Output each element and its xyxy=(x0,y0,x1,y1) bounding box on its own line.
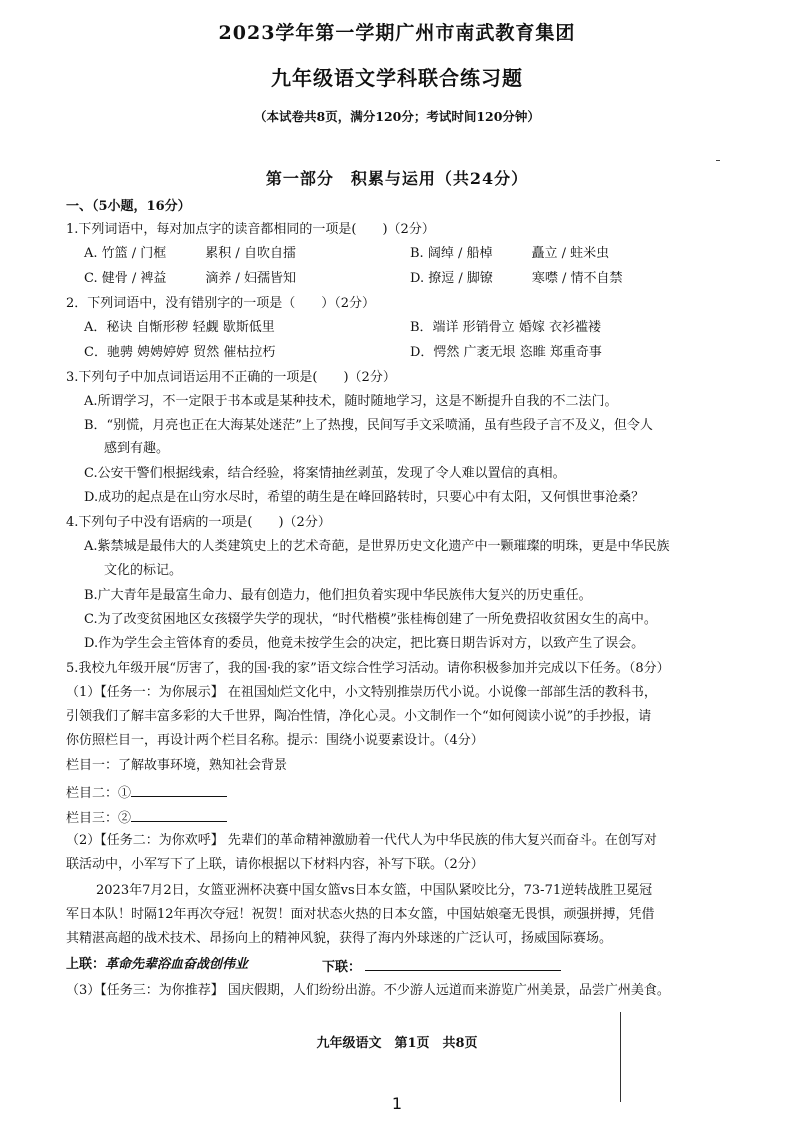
question-4-option-d: D.作为学生会主管体育的委员，他竟未按学生会的决定，把比赛日期告诉对方，以致产生了误会。 xyxy=(84,636,645,651)
upper-text: 革命先辈浴血奋战创伟业 xyxy=(105,957,249,972)
material-line-2: 军日本队！时隔12年再次夺冠！祝贺！面对状态火热的日本女篮，中国姑娘毫无畏惧，顽强拼搏，凭借 xyxy=(66,907,655,922)
couplet-lower xyxy=(322,956,561,977)
question-1-option-c: C. 健骨 / 裨益 滴养 / 妇孺皆知 xyxy=(84,271,297,286)
column-three-label: 栏目三：② xyxy=(66,811,132,826)
page-divider-line xyxy=(620,1012,621,1102)
column-two xyxy=(66,782,227,803)
exam-note: （本试卷共8页，满分120分；考试时间120分钟） xyxy=(254,109,540,124)
question-4-option-a: A.紫禁城是最伟大的人类建筑史上的艺术奇葩，是世界历史文化遗产中一颗璀璨的明珠，更是中华民族 xyxy=(84,539,670,554)
question-4-option-b: B.广大青年是最富生命力、最有创造力，他们担负着实现中华民族伟大复兴的历史重任。 xyxy=(84,588,592,603)
question-2-option-d: D．愕然 广袤无垠 恣睢 郑重奇事 xyxy=(410,345,602,360)
task-2-line-1: （2）【任务二：为你欢呼】 先辈们的革命精神激励着一代代人为中华民族的伟大复兴而奋斗。在创写对 xyxy=(66,833,657,848)
question-2-stem: 2．下列词语中，没有错别字的一项是（ ）（2分） xyxy=(66,296,376,311)
question-4-option-a-cont: 文化的标记。 xyxy=(104,563,183,578)
exam-subtitle: 九年级语文学科联合练习题 xyxy=(271,66,523,90)
question-3-option-a: A.所谓学习，不一定限于书本或是某种技术，随时随地学习，这是不断提升自我的不二法门。 xyxy=(84,394,618,409)
question-2-option-a: A．秘诀 自惭形秽 轻觑 歇斯低里 xyxy=(84,320,275,335)
task-2-line-2: 联活动中，小军写下了上联，请你根据以下材料内容，补写下联。（2分） xyxy=(66,857,484,872)
lower-blank[interactable] xyxy=(365,956,561,971)
upper-label: 上联： xyxy=(66,957,106,972)
question-1-stem: 1.下列词语中，每对加点字的读音都相同的一项是( )（2分） xyxy=(66,222,435,237)
question-3-option-b: B．“别慌，月亮也正在大海某处迷茫”上了热搜，民间写手文采喷涌，虽有些段子言不及义，但令人 xyxy=(84,418,653,433)
question-1-option-a: A. 竹篮 / 门框 累积 / 自吹自擂 xyxy=(84,246,296,261)
material-line-1: 2023年7月2日，女篮亚洲杯决赛中国女篮vs日本女篮，中国队紧咬比分，73-71逆转战胜卫冕冠 xyxy=(96,883,653,898)
lower-label: 下联： xyxy=(322,960,362,975)
column-one: 栏目一：了解故事环境，熟知社会背景 xyxy=(66,758,288,773)
question-4-option-c: C.为了改变贫困地区女孩辍学失学的现状，“时代楷模”张桂梅创建了一所免费招收贫困女生的高中。 xyxy=(84,612,657,627)
question-2-option-c: C．驰骋 娉娉婷婷 贸然 催枯拉朽 xyxy=(84,345,276,360)
scan-mark xyxy=(716,160,720,161)
material-line-3: 其精湛高超的战术技术、昂扬向上的精神风貌，获得了海内外球迷的广泛认可，扬威国际赛场。 xyxy=(66,931,613,946)
question-3-option-d: D.成功的起点是在山穷水尽时，希望的萌生是在峰回路转时，只要心中有太阳，又何惧世事沧桑？ xyxy=(84,490,645,505)
task-1-line-1: （1）【任务一：为你展示】 在祖国灿烂文化中，小文特别推崇历代小说。小说像一部部生活的教科书， xyxy=(66,685,657,700)
part-title: 第一部分 积累与运用（共24分） xyxy=(265,169,529,188)
section-heading: 一、（5小题，16分） xyxy=(66,199,191,214)
question-4-stem: 4.下列句子中没有语病的一项是( )（2分） xyxy=(66,515,331,530)
question-1-option-b: B. 阔绰 / 船棹 矗立 / 蛀米虫 xyxy=(410,246,610,261)
question-3-stem: 3.下列句子中加点词语运用不正确的一项是( )（2分） xyxy=(66,370,396,385)
question-2-option-b: B．端详 形销骨立 婚嫁 衣衫褴褛 xyxy=(410,320,601,335)
page-number: 1 xyxy=(391,1094,403,1113)
question-1-option-d: D. 撩逗 / 脚镣 寒噤 / 情不自禁 xyxy=(410,271,623,286)
task-1-line-2: 引领我们了解丰富多彩的大千世界，陶冶性情，净化心灵。小文制作一个“如何阅读小说”的手抄报，请 xyxy=(66,709,652,724)
exam-title: 2023学年第一学期广州市南武教育集团 xyxy=(218,22,576,44)
question-3-option-c: C.公安干警们根据线索，结合经验，将案情抽丝剥茧，发现了令人难以置信的真相。 xyxy=(84,466,566,481)
question-5-stem: 5.我校九年级开展“厉害了，我的国·我的家”语文综合性学习活动。请你积极参加并完成以下任务。（8分） xyxy=(66,661,670,676)
column-three xyxy=(66,807,227,828)
task-3-line-1: （3）【任务三：为你推荐】 国庆假期，人们纷纷出游。不少游人远道而来游览广州美景，品尝广州美食。 xyxy=(66,983,670,998)
task-1-line-3: 你仿照栏目一，再设计两个栏目名称。提示：围绕小说要素设计。（4分） xyxy=(66,733,484,748)
column-two-blank[interactable] xyxy=(131,782,227,797)
column-two-label: 栏目二：① xyxy=(66,786,132,801)
question-3-option-b-cont: 感到有趣。 xyxy=(104,441,170,456)
couplet-upper xyxy=(66,956,248,974)
page-footer: 九年级语文 第1页 共8页 xyxy=(316,1036,478,1051)
column-three-blank[interactable] xyxy=(131,807,227,822)
